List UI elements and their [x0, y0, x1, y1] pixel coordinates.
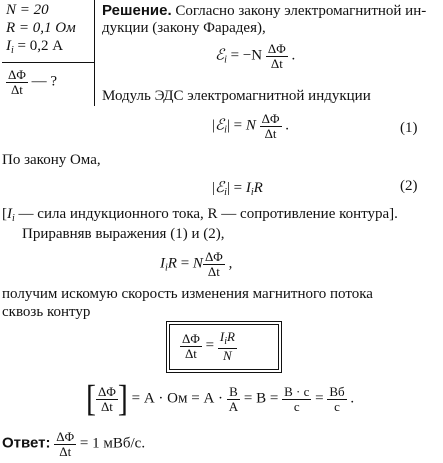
- eq1-dt: Δt: [260, 126, 282, 141]
- equation-2-label: (2): [400, 178, 418, 194]
- u-vb: Вб: [329, 383, 345, 399]
- given-vertical-line: [94, 0, 95, 106]
- obtain-line2: сквозь контур: [2, 304, 91, 320]
- faraday-dt: Δt: [266, 56, 288, 71]
- faraday-formula: ℰ$_i$ = −N $\frac{\Delta\Phi}{\Delta t}$ .: [215, 41, 296, 71]
- eq1-n: N: [245, 117, 256, 134]
- given-separator: [2, 62, 94, 63]
- answer-value: = 1 мВб/с.: [79, 435, 146, 452]
- solution-heading: Решение.: [102, 2, 172, 19]
- eqd-n: N: [192, 255, 203, 272]
- equation-2: |ℰ$_i$| = $I_iR$: [212, 180, 263, 198]
- eq1-emf: ℰ: [215, 117, 225, 134]
- u-bc: В · с: [284, 383, 310, 399]
- given-r: R = 0,1 Ом: [6, 20, 76, 36]
- u-b: В: [229, 383, 238, 399]
- units-check: [ $\frac{\Delta\Phi}{\Delta t}$ ] = А · Ом = А · $\frac{В}{А}$ = В = $\frac{В \cdot с}{с}$ = $\frac{Вб}{с}$ .: [86, 377, 355, 419]
- eqd-dphi: ΔΦ: [204, 249, 223, 264]
- given-n: N = 20: [6, 2, 49, 18]
- find-dash: — ?: [31, 73, 58, 90]
- eqd-dt: Δt: [203, 264, 225, 279]
- faraday-rhs: = −N: [230, 47, 263, 64]
- find-dt: Δt: [6, 82, 28, 97]
- equate-text: Приравняв выражения (1) и (2),: [22, 226, 225, 242]
- answer-line: [2, 430, 145, 458]
- ohm-text: По закону Ома,: [2, 152, 101, 168]
- given-find: [6, 68, 57, 96]
- eq1-dphi: ΔΦ: [261, 111, 280, 126]
- eq2-r: R: [253, 180, 263, 196]
- units-eq-b: = В =: [243, 390, 279, 407]
- res-dt: Δt: [180, 346, 202, 361]
- u-dt: Δt: [96, 399, 118, 414]
- solution-intro-line2: дукции (закону Фарадея),: [102, 20, 266, 36]
- emf-symbol: ℰ: [215, 47, 225, 64]
- solution-intro-line1: [102, 2, 426, 20]
- equated-formula: $I_iR = N$ $\frac{\Delta\Phi}{\Delta t}$ ,: [160, 249, 233, 279]
- equation-1-label: (1): [400, 120, 418, 136]
- find-dphi: ΔΦ: [8, 67, 26, 82]
- u-a: А: [228, 398, 239, 414]
- answer-label: Ответ:: [2, 434, 51, 452]
- u-dphi: ΔΦ: [98, 383, 116, 399]
- u-c: с: [282, 399, 311, 414]
- obtain-line1: получим искомую скорость изменения магнитного потока: [2, 286, 373, 302]
- units-a-om: = А · Ом = А ·: [131, 390, 224, 407]
- intro-text: Согласно закону электромагнитной ин-: [171, 3, 427, 19]
- modulus-text: Модуль ЭДС электромагнитной индукции: [102, 88, 371, 104]
- res-n: N: [218, 348, 237, 363]
- faraday-dphi: ΔΦ: [267, 41, 286, 56]
- legend-line: [$I_i$ — сила индукционного тока, R — сопротивление контура].: [2, 206, 398, 224]
- given-i: $I_i = 0,2$ А: [6, 38, 64, 56]
- ans-dt: Δt: [54, 444, 76, 459]
- eq2-emf: ℰ: [215, 180, 225, 196]
- result-formula: $\frac{\Delta\Phi}{\Delta t}$ = $\frac{I_iR}{N}$: [182, 329, 235, 363]
- equation-1: |ℰ$_i$| = N $\frac{\Delta\Phi}{\Delta t}$ .: [212, 111, 289, 141]
- res-dphi: ΔΦ: [182, 330, 200, 346]
- ans-dphi: ΔΦ: [56, 429, 75, 444]
- legend-text: — сила индукционного тока, R — сопротивление контура].: [18, 206, 398, 222]
- u-c2: с: [327, 399, 346, 414]
- given-i-value: = 0,2 А: [17, 38, 64, 54]
